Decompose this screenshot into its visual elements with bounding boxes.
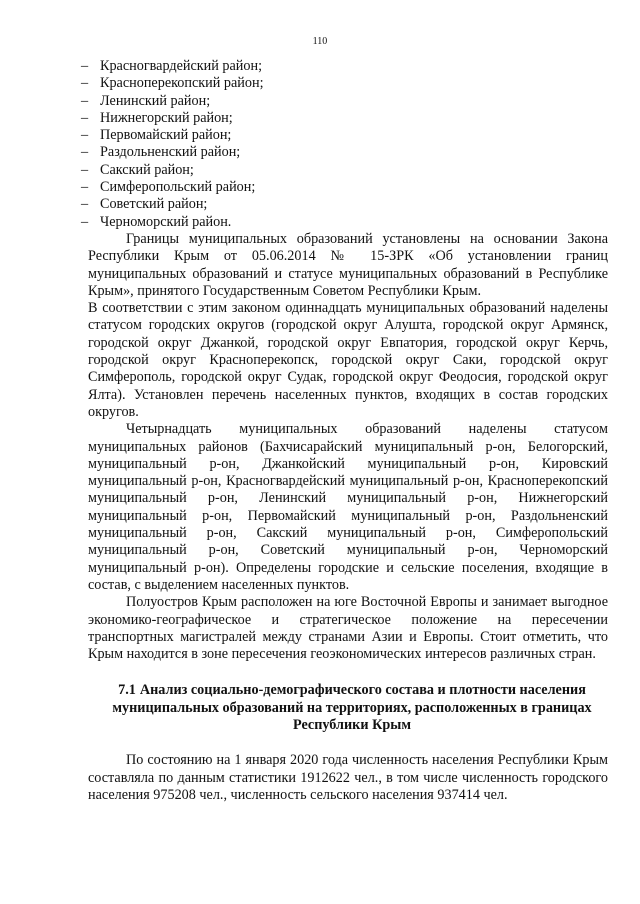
paragraph-urban-districts: В соответствии с этим законом одиннадцать муниципальных образований наделены статусом городских округов (городской округ Алушта, городской округ Армянск, городской округ Джанкой, городской округ Евпатория, городской округ Керчь, городской округ Красноперекопск, городской округ Саки, городской округ Симферополь, городской округ Судак, городской округ Феодосия, городской округ Ялта). Установлен перечень населенных пунктов, входящих в состав городских округов.: [88, 300, 608, 420]
dash-marker: –: [81, 196, 89, 213]
list-item: – Сакский район;: [81, 161, 194, 178]
paragraph-population: По состоянию на 1 января 2020 года численность населения Республики Крым составляла по данным статистики 1912622 чел., в том числе численность городского населения 975208 чел., численность сельского населения 937414 чел.: [88, 752, 608, 803]
dash-marker: –: [81, 58, 89, 74]
district-list: [81, 58, 608, 231]
dash-marker: –: [81, 127, 89, 144]
list-item: – Красноперекопский район;: [81, 75, 264, 92]
list-item: – Раздольненский район;: [81, 144, 241, 161]
page-number: 110: [312, 36, 328, 47]
list-item: – Черноморский район.: [81, 213, 232, 230]
paragraph-geography: Полуостров Крым расположен на юге Восточной Европы и занимает выгодное экономико-географическое и стратегическое положение на пересечении транспортных магистралей между странами Азии и Европы. Стоит отметить, что Крым находится в зоне пересечения геоэкономических интересов различных стран.: [88, 594, 608, 663]
dash-marker: –: [81, 109, 89, 126]
paragraph-boundaries: Границы муниципальных образований установлены на основании Закона Республики Крым от 05.06.2014 № 15-ЗРК «Об установлении границ муниципальных образований и статусе муниципальных образований в Республике Крым», принятого Государственным Советом Республики Крым.: [88, 230, 608, 299]
list-item: – Ленинский район;: [81, 92, 211, 109]
list-item: – Симферопольский район;: [81, 179, 256, 196]
list-item: – Красногвардейский район;: [81, 58, 263, 74]
list-item: – Нижнегорский район;: [81, 109, 233, 126]
page-content: [81, 58, 608, 804]
section-title: Анализ социально-демографического состава и плотности населения муниципальных образований на территориях, расположенных в границах Республики Крым: [112, 682, 592, 733]
list-item: – Советский район;: [81, 196, 208, 213]
section-number: 7.1: [118, 682, 136, 699]
dash-marker: –: [81, 161, 89, 178]
dash-marker: –: [81, 92, 89, 109]
list-item: – Первомайский район;: [81, 127, 232, 144]
section-heading: [88, 682, 608, 734]
dash-marker: –: [81, 75, 89, 92]
dash-marker: –: [81, 213, 89, 230]
dash-marker: –: [81, 179, 89, 196]
paragraph-municipal-districts: Четырнадцать муниципальных образований наделены статусом муниципальных районов (Бахчисарайский муниципальный р-он, Белогорский, муниципальный р-он, Джанкойский муниципальный р-он, Кировский муниципальный р-он, Красногвардейский муниципальный р-он, Красноперекопский муниципальный р-он, Ленинский муниципальный р-он, Нижнегорский муниципальный р-он, Первомайский муниципальный р-он, Раздольненский муниципальный р-он, Сакский муниципальный р-он, Симферопольский муниципальный р-он, Советский муниципальный р-он, Черноморский муниципальный р-он). Определены городские и сельские поселения, входящие в состав, с выделением населенных пунктов.: [88, 421, 608, 593]
dash-marker: –: [81, 144, 89, 161]
